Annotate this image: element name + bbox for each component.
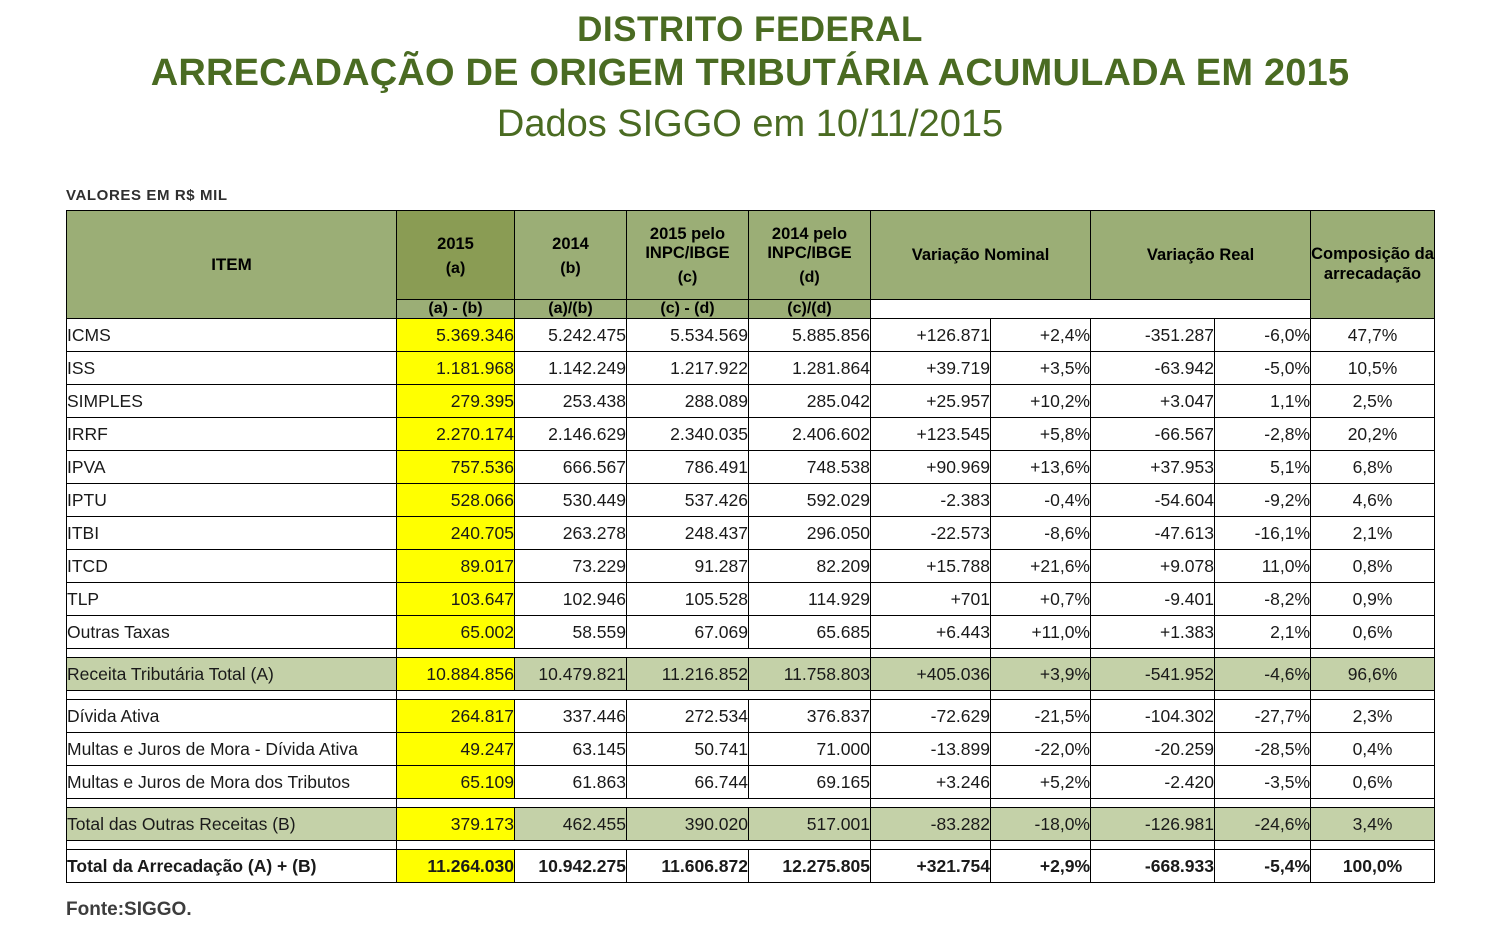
cell-real-abs: -2.420	[1091, 766, 1215, 799]
cell-nominal-abs: -13.899	[871, 733, 991, 766]
cell-2014-inpc: 517.001	[749, 808, 871, 841]
cell-2015-inpc: 67.069	[627, 616, 749, 649]
cell-real-pct: 5,1%	[1215, 451, 1311, 484]
cell-2015-inpc: 248.437	[627, 517, 749, 550]
cell-2014-inpc: 65.685	[749, 616, 871, 649]
spacer-cell	[749, 649, 871, 658]
cell-2014: 1.142.249	[515, 352, 627, 385]
cell-2015-inpc: 786.491	[627, 451, 749, 484]
cell-2014-inpc: 748.538	[749, 451, 871, 484]
spacer-cell	[1091, 841, 1215, 850]
source-note: Fonte:SIGGO.	[66, 899, 192, 921]
cell-nominal-abs: +321.754	[871, 850, 991, 883]
cell-nominal-abs: +25.957	[871, 385, 991, 418]
cell-nominal-pct: -21,5%	[991, 700, 1091, 733]
cell-2015-inpc: 272.534	[627, 700, 749, 733]
cell-2014: 337.446	[515, 700, 627, 733]
spacer-cell	[1311, 799, 1435, 808]
cell-2014: 253.438	[515, 385, 627, 418]
cell-nominal-abs: +3.246	[871, 766, 991, 799]
spacer-cell	[1091, 691, 1215, 700]
col-header-2015-label: 2015	[437, 234, 474, 253]
spacer-cell	[515, 841, 627, 850]
row-label: ISS	[67, 352, 397, 385]
row-label: IPTU	[67, 484, 397, 517]
cell-2014-inpc: 71.000	[749, 733, 871, 766]
cell-real-abs: +3.047	[1091, 385, 1215, 418]
cell-nominal-pct: +21,6%	[991, 550, 1091, 583]
cell-2015-inpc: 66.744	[627, 766, 749, 799]
table-head	[67, 211, 1435, 319]
spacer-cell	[991, 691, 1091, 700]
cell-2014: 263.278	[515, 517, 627, 550]
cell-nominal-pct: +10,2%	[991, 385, 1091, 418]
row-label: Multas e Juros de Mora dos Tributos	[67, 766, 397, 799]
col-header-real-pct: (c)/(d)	[749, 300, 871, 319]
cell-composicao: 100,0%	[1311, 850, 1435, 883]
cell-2014-inpc: 2.406.602	[749, 418, 871, 451]
cell-2015-inpc: 288.089	[627, 385, 749, 418]
table-row	[67, 418, 1435, 451]
cell-2015: 264.817	[397, 700, 515, 733]
cell-nominal-pct: -8,6%	[991, 517, 1091, 550]
spacer-cell	[67, 799, 397, 808]
col-header-2015-inpc-label: 2015 pelo INPC/IBGE	[645, 225, 730, 263]
cell-2015-inpc: 390.020	[627, 808, 749, 841]
cell-nominal-abs: +15.788	[871, 550, 991, 583]
cell-nominal-abs: +405.036	[871, 658, 991, 691]
cell-nominal-pct: +0,7%	[991, 583, 1091, 616]
cell-real-abs: -126.981	[1091, 808, 1215, 841]
spacer-cell	[1091, 799, 1215, 808]
cell-composicao: 96,6%	[1311, 658, 1435, 691]
cell-2015: 379.173	[397, 808, 515, 841]
col-header-2015-sub: (a)	[445, 259, 466, 277]
page-title-line2: ARRECADAÇÃO DE ORIGEM TRIBUTÁRIA ACUMULADA EM 2015	[150, 52, 1350, 95]
spacer-cell	[991, 841, 1091, 850]
col-header-variacao-real: Variação Real	[1091, 211, 1311, 300]
cell-2014-inpc: 296.050	[749, 517, 871, 550]
cell-composicao: 0,4%	[1311, 733, 1435, 766]
grand-total-row	[67, 850, 1435, 883]
cell-2014: 10.942.275	[515, 850, 627, 883]
cell-nominal-pct: +3,9%	[991, 658, 1091, 691]
units-note: VALORES EM R$ MIL	[66, 187, 228, 205]
cell-2014-inpc: 285.042	[749, 385, 871, 418]
cell-nominal-abs: +90.969	[871, 451, 991, 484]
row-label: TLP	[67, 583, 397, 616]
cell-real-pct: -5,4%	[1215, 850, 1311, 883]
cell-nominal-pct: +2,4%	[991, 319, 1091, 352]
cell-composicao: 4,6%	[1311, 484, 1435, 517]
cell-2014: 61.863	[515, 766, 627, 799]
cell-composicao: 0,9%	[1311, 583, 1435, 616]
cell-2014: 73.229	[515, 550, 627, 583]
row-label: SIMPLES	[67, 385, 397, 418]
cell-real-abs: +9.078	[1091, 550, 1215, 583]
table-row	[67, 766, 1435, 799]
cell-2014: 102.946	[515, 583, 627, 616]
cell-2015-inpc: 1.217.922	[627, 352, 749, 385]
cell-nominal-pct: +3,5%	[991, 352, 1091, 385]
spacer-cell	[1215, 841, 1311, 850]
cell-2014-inpc: 1.281.864	[749, 352, 871, 385]
spacer-cell	[627, 649, 749, 658]
spacer-cell	[871, 841, 991, 850]
cell-nominal-pct: +2,9%	[991, 850, 1091, 883]
cell-2015: 103.647	[397, 583, 515, 616]
cell-real-pct: -6,0%	[1215, 319, 1311, 352]
header-row-top	[67, 211, 1435, 300]
table-row	[67, 583, 1435, 616]
spacer-cell	[871, 649, 991, 658]
table-row	[67, 733, 1435, 766]
row-label: Receita Tributária Total (A)	[67, 658, 397, 691]
cell-2015: 279.395	[397, 385, 515, 418]
row-label: IPVA	[67, 451, 397, 484]
cell-real-pct: -8,2%	[1215, 583, 1311, 616]
spacer-cell	[749, 799, 871, 808]
cell-2014: 2.146.629	[515, 418, 627, 451]
spacer-cell	[67, 691, 397, 700]
col-header-2015-inpc	[627, 211, 749, 300]
cell-2014: 666.567	[515, 451, 627, 484]
row-label: IRRF	[67, 418, 397, 451]
cell-real-pct: -9,2%	[1215, 484, 1311, 517]
spacer-cell	[991, 799, 1091, 808]
cell-2015-inpc: 11.606.872	[627, 850, 749, 883]
row-label: Outras Taxas	[67, 616, 397, 649]
cell-2015-inpc: 105.528	[627, 583, 749, 616]
cell-real-pct: -2,8%	[1215, 418, 1311, 451]
subtotal-row-a	[67, 658, 1435, 691]
row-spacer	[67, 841, 1435, 850]
col-header-2014-inpc-sub: (d)	[799, 269, 820, 287]
cell-real-pct: -24,6%	[1215, 808, 1311, 841]
cell-2015: 10.884.856	[397, 658, 515, 691]
table-row	[67, 550, 1435, 583]
spacer-cell	[1311, 691, 1435, 700]
cell-real-pct: 1,1%	[1215, 385, 1311, 418]
cell-2014-inpc: 114.929	[749, 583, 871, 616]
spacer-cell	[515, 691, 627, 700]
cell-nominal-pct: -18,0%	[991, 808, 1091, 841]
col-header-2015-inpc-sub: (c)	[677, 269, 698, 287]
spacer-cell	[627, 841, 749, 850]
cell-real-abs: -63.942	[1091, 352, 1215, 385]
cell-real-pct: -5,0%	[1215, 352, 1311, 385]
table-body	[67, 319, 1435, 883]
cell-2014: 10.479.821	[515, 658, 627, 691]
col-header-2014	[515, 211, 627, 300]
cell-composicao: 10,5%	[1311, 352, 1435, 385]
spacer-cell	[1215, 649, 1311, 658]
cell-nominal-abs: -72.629	[871, 700, 991, 733]
col-header-2014-inpc-label: 2014 pelo INPC/IBGE	[767, 225, 852, 263]
cell-nominal-abs: -22.573	[871, 517, 991, 550]
cell-2015: 65.109	[397, 766, 515, 799]
row-label: ITBI	[67, 517, 397, 550]
row-label: Multas e Juros de Mora - Dívida Ativa	[67, 733, 397, 766]
cell-real-abs: +37.953	[1091, 451, 1215, 484]
col-header-nominal-abs: (a) - (b)	[397, 300, 515, 319]
cell-nominal-abs: -83.282	[871, 808, 991, 841]
cell-2015: 11.264.030	[397, 850, 515, 883]
col-header-nominal-pct: (a)/(b)	[515, 300, 627, 319]
spacer-cell	[1215, 799, 1311, 808]
col-header-2014-label: 2014	[552, 234, 589, 253]
cell-real-abs: -54.604	[1091, 484, 1215, 517]
table-row	[67, 700, 1435, 733]
col-header-2014-inpc	[749, 211, 871, 300]
spacer-cell	[991, 649, 1091, 658]
cell-2014: 5.242.475	[515, 319, 627, 352]
page-title-line1: DISTRITO FEDERAL	[577, 10, 923, 49]
cell-2014-inpc: 12.275.805	[749, 850, 871, 883]
cell-real-pct: -3,5%	[1215, 766, 1311, 799]
table-row	[67, 385, 1435, 418]
cell-2015-inpc: 11.216.852	[627, 658, 749, 691]
col-header-variacao-nominal: Variação Nominal	[871, 211, 1091, 300]
spacer-cell	[627, 691, 749, 700]
cell-real-pct: 2,1%	[1215, 616, 1311, 649]
cell-2014-inpc: 5.885.856	[749, 319, 871, 352]
cell-2015-inpc: 2.340.035	[627, 418, 749, 451]
revenue-table	[66, 210, 1435, 883]
cell-composicao: 47,7%	[1311, 319, 1435, 352]
cell-2014: 63.145	[515, 733, 627, 766]
spacer-cell	[67, 841, 397, 850]
cell-composicao: 0,6%	[1311, 766, 1435, 799]
cell-nominal-pct: -0,4%	[991, 484, 1091, 517]
cell-2014: 462.455	[515, 808, 627, 841]
cell-real-abs: -20.259	[1091, 733, 1215, 766]
cell-real-abs: -104.302	[1091, 700, 1215, 733]
spacer-cell	[1215, 691, 1311, 700]
table-row	[67, 517, 1435, 550]
spacer-cell	[749, 841, 871, 850]
col-header-2014-sub: (b)	[560, 259, 581, 277]
cell-real-pct: -28,5%	[1215, 733, 1311, 766]
spacer-cell	[627, 799, 749, 808]
cell-real-pct: -4,6%	[1215, 658, 1311, 691]
cell-2015: 240.705	[397, 517, 515, 550]
cell-2014-inpc: 82.209	[749, 550, 871, 583]
cell-nominal-abs: +126.871	[871, 319, 991, 352]
spacer-cell	[397, 691, 515, 700]
row-spacer	[67, 649, 1435, 658]
cell-composicao: 0,8%	[1311, 550, 1435, 583]
cell-2015: 49.247	[397, 733, 515, 766]
row-spacer	[67, 691, 1435, 700]
cell-nominal-abs: -2.383	[871, 484, 991, 517]
row-spacer	[67, 799, 1435, 808]
table-row	[67, 319, 1435, 352]
cell-real-pct: -27,7%	[1215, 700, 1311, 733]
row-label: Total das Outras Receitas (B)	[67, 808, 397, 841]
cell-composicao: 3,4%	[1311, 808, 1435, 841]
cell-2014-inpc: 69.165	[749, 766, 871, 799]
table-row	[67, 616, 1435, 649]
cell-real-pct: 11,0%	[1215, 550, 1311, 583]
cell-2015: 2.270.174	[397, 418, 515, 451]
cell-composicao: 20,2%	[1311, 418, 1435, 451]
cell-nominal-abs: +701	[871, 583, 991, 616]
cell-real-abs: -351.287	[1091, 319, 1215, 352]
cell-2015: 528.066	[397, 484, 515, 517]
col-header-item: ITEM	[67, 211, 397, 319]
cell-2015: 65.002	[397, 616, 515, 649]
subtotal-row-b	[67, 808, 1435, 841]
table-container	[66, 187, 1434, 883]
cell-2015-inpc: 5.534.569	[627, 319, 749, 352]
cell-2015: 89.017	[397, 550, 515, 583]
spacer-cell	[515, 799, 627, 808]
cell-real-pct: -16,1%	[1215, 517, 1311, 550]
spacer-cell	[397, 649, 515, 658]
col-header-real-abs: (c) - (d)	[627, 300, 749, 319]
row-label: ITCD	[67, 550, 397, 583]
cell-real-abs: -9.401	[1091, 583, 1215, 616]
cell-real-abs: +1.383	[1091, 616, 1215, 649]
cell-2014-inpc: 592.029	[749, 484, 871, 517]
cell-nominal-pct: +5,2%	[991, 766, 1091, 799]
cell-nominal-pct: +11,0%	[991, 616, 1091, 649]
cell-nominal-pct: +13,6%	[991, 451, 1091, 484]
spacer-cell	[397, 799, 515, 808]
table-row	[67, 484, 1435, 517]
spacer-cell	[67, 649, 397, 658]
spacer-cell	[1091, 649, 1215, 658]
table-row	[67, 451, 1435, 484]
cell-2014: 58.559	[515, 616, 627, 649]
cell-2015-inpc: 91.287	[627, 550, 749, 583]
cell-nominal-abs: +6.443	[871, 616, 991, 649]
spacer-cell	[871, 799, 991, 808]
row-label: Total da Arrecadação (A) + (B)	[67, 850, 397, 883]
cell-nominal-abs: +39.719	[871, 352, 991, 385]
row-label: ICMS	[67, 319, 397, 352]
cell-composicao: 2,3%	[1311, 700, 1435, 733]
cell-nominal-abs: +123.545	[871, 418, 991, 451]
cell-2015-inpc: 50.741	[627, 733, 749, 766]
cell-2014-inpc: 11.758.803	[749, 658, 871, 691]
cell-2015-inpc: 537.426	[627, 484, 749, 517]
cell-nominal-pct: -22,0%	[991, 733, 1091, 766]
cell-composicao: 6,8%	[1311, 451, 1435, 484]
col-header-composicao: Composição da arrecadação	[1311, 211, 1435, 319]
col-header-2015	[397, 211, 515, 300]
spacer-cell	[515, 649, 627, 658]
cell-real-abs: -668.933	[1091, 850, 1215, 883]
page-subtitle: Dados SIGGO em 10/11/2015	[496, 102, 1004, 145]
row-label: Dívida Ativa	[67, 700, 397, 733]
spacer-cell	[871, 691, 991, 700]
cell-nominal-pct: +5,8%	[991, 418, 1091, 451]
cell-2015: 5.369.346	[397, 319, 515, 352]
spacer-cell	[1311, 649, 1435, 658]
title-block	[0, 0, 1500, 149]
table-row	[67, 352, 1435, 385]
cell-real-abs: -47.613	[1091, 517, 1215, 550]
cell-composicao: 0,6%	[1311, 616, 1435, 649]
cell-2015: 757.536	[397, 451, 515, 484]
cell-2014-inpc: 376.837	[749, 700, 871, 733]
cell-real-abs: -66.567	[1091, 418, 1215, 451]
cell-composicao: 2,1%	[1311, 517, 1435, 550]
spacer-cell	[1311, 841, 1435, 850]
cell-real-abs: -541.952	[1091, 658, 1215, 691]
spacer-cell	[397, 841, 515, 850]
spacer-cell	[749, 691, 871, 700]
cell-composicao: 2,5%	[1311, 385, 1435, 418]
cell-2014: 530.449	[515, 484, 627, 517]
cell-2015: 1.181.968	[397, 352, 515, 385]
